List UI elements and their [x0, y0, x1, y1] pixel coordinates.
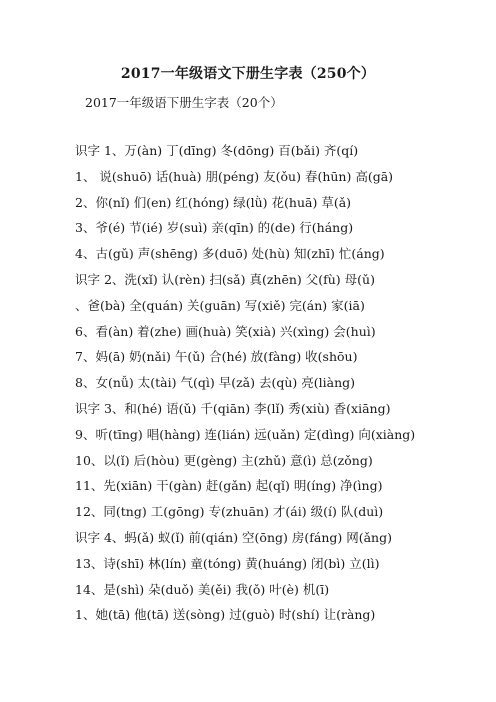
character-line: 3、爷(é) 节(ié) 岁(suì) 亲(qīn) 的(de) 行(háng) [75, 220, 354, 236]
character-line: 8、女(nǚ) 太(tài) 气(qì) 早(zǎ) 去(qù) 亮(liàng) [75, 375, 356, 391]
character-line: 7、妈(ā) 奶(nǎi) 午(ǔ) 合(hé) 放(fàng) 收(shōu) [75, 349, 358, 365]
character-line: 12、同(tng) 工(gōng) 专(zhuān) 才(ái) 级(í) 队(duì) [75, 504, 384, 520]
character-line: 10、以(ǐ) 后(hòu) 更(gèng) 主(zhǔ) 意(ì) 总(zǒng) [75, 452, 373, 468]
character-line: 13、诗(shī) 林(lín) 童(tóng) 黄(huáng) 闭(bì) 立(lì) [75, 555, 380, 571]
document-title: 2017一年级语文下册生字表（250个） [120, 66, 376, 82]
character-line: 识字 1、万(àn) 丁(dīng) 冬(dōng) 百(bǎi) 齐(qí) [75, 143, 359, 158]
character-line: 识字 2、洗(xǐ) 认(rèn) 扫(sǎ) 真(zhēn) 父(fù) 母(ǔ) [75, 271, 375, 287]
character-line: 、爸(bà) 全(quán) 关(guān) 写(xiě) 完(án) 家(iā) [75, 297, 365, 313]
character-line: 2、你(nǐ) 们(en) 红(hóng) 绿(lǜ) 花(huā) 草(ǎ) [75, 194, 352, 210]
character-line: 1、她(tā) 他(tā) 送(sòng) 过(guò) 时(shí) 让(ràng) [75, 607, 376, 623]
character-line: 9、听(tīng) 唱(hàng) 连(lián) 远(uǎn) 定(dìng) 向(xiàng) [75, 426, 416, 442]
character-list [75, 144, 485, 634]
document-subtitle: 2017一年级语下册生字表（20个） [85, 95, 283, 110]
character-line: 识字 3、和(hé) 语(ǔ) 千(qiān) 李(lǐ) 秀(xiù) 香(xiāng) [75, 400, 391, 416]
character-line: 6、看(àn) 着(zhe) 画(huà) 笑(xià) 兴(xìng) 会(huì) [75, 323, 376, 339]
character-line: 识字 4、蚂(ǎ) 蚁(ǐ) 前(qián) 空(ōng) 房(fáng) 网(ǎng) [75, 529, 392, 545]
character-line: 14、是(shì) 朵(duǒ) 美(ěi) 我(ǒ) 叶(è) 机(ī) [75, 581, 330, 597]
character-line: 11、先(xiān) 干(gàn) 赶(gǎn) 起(qǐ) 明(íng) 净(ìng) [75, 478, 383, 494]
character-line: 4、古(gǔ) 声(shēng) 多(duō) 处(hù) 知(zhī) 忙(áng) [75, 246, 385, 262]
character-line: 1、 说(shuō) 话(huà) 朋(péng) 友(ǒu) 春(hūn) 高(gā) [75, 168, 394, 184]
